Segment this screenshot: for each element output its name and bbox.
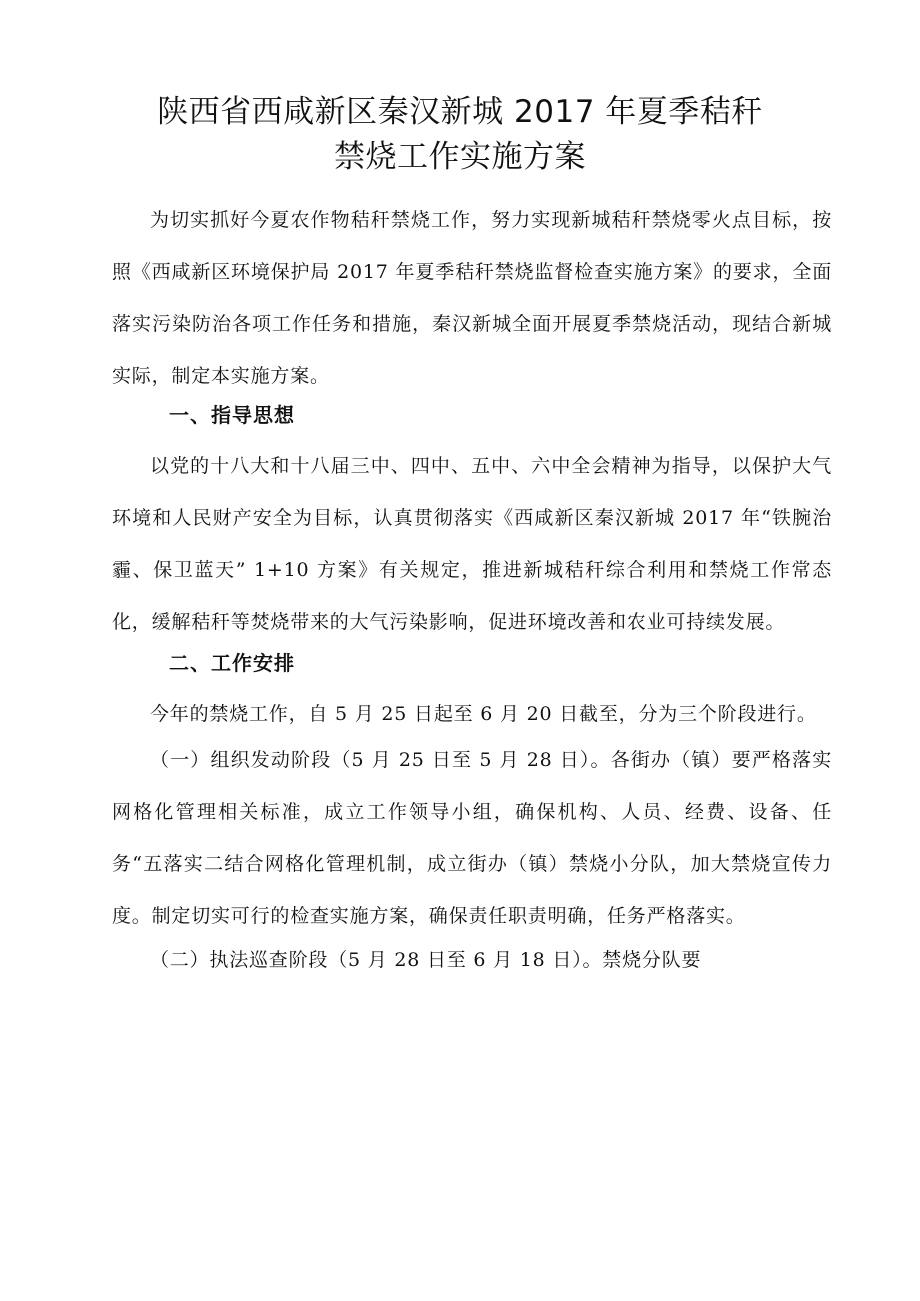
stage-one-paragraph: （一）组织发动阶段（5 月 25 日至 5 月 28 日）。各街办（镇）要严格落实网格化管理相关标准，成立工作领导小组，确保机构、人员、经费、设备、任务“五落实二结合网格化管理机制，成立街办（镇）禁烧小分队，加大禁烧宣传力度。制定切实可行的检查实施方案，确保责任职责明确，任务严格落实。 — [112, 749, 832, 927]
document-title-line-1: 陕西省西咸新区秦汉新城 2017 年夏季秸秆 — [157, 94, 763, 130]
intro-paragraph: 为切实抓好今夏农作物秸秆禁烧工作，努力实现新城秸秆禁烧零火点目标，按照《西咸新区环境保护局 2017 年夏季秸秆禁烧监督检查实施方案》的要求，全面落实污染防治各项工作任务和措施，秦汉新城全面开展夏季禁烧活动，现结合新城实际，制定本实施方案。 — [112, 209, 832, 387]
section-heading-guiding-ideology: 一、指导思想 — [169, 403, 295, 427]
guiding-ideology-paragraph: 以党的十八大和十八届三中、四中、五中、六中全会精神为指导，以保护大气环境和人民财产安全为目标，认真贯彻落实《西咸新区秦汉新城 2017 年“铁腕治霾、保卫蓝天” 1+10 方案》有关规定，推进新城秸秆综合利用和禁烧工作常态化，缓解秸秆等焚烧带来的大气污染影响，促进环境改善和农业可持续发展。 — [112, 455, 832, 633]
work-arrangement-intro: 今年的禁烧工作，自 5 月 25 日起至 6 月 20 日截至，分为三个阶段进行。 — [150, 703, 817, 725]
stage-two-paragraph: （二）执法巡查阶段（5 月 28 日至 6 月 18 日）。禁烧分队要 — [150, 949, 702, 971]
section-heading-work-arrangement: 二、工作安排 — [169, 651, 295, 675]
document-title-line-2: 禁烧工作实施方案 — [334, 139, 586, 175]
